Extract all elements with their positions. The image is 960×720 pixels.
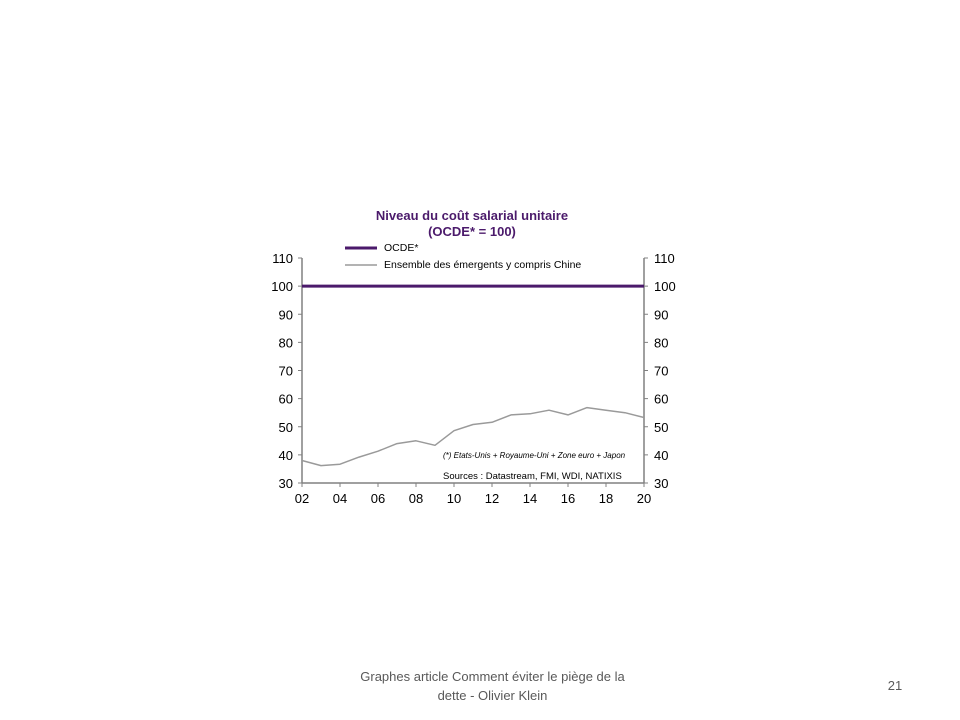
chart-footnote: (*) Etats-Unis + Royaume-Uni + Zone euro + Japon [443,451,626,460]
y-tick-label-right: 110 [654,251,675,266]
x-tick-label: 08 [408,491,424,506]
chart-subtitle: (OCDE* = 100) [428,224,516,239]
y-tick-label-left: 90 [278,307,293,323]
y-tick-label-left: 80 [278,335,293,351]
y-tick-label-right: 70 [654,363,669,379]
y-tick-label-right: 80 [654,335,669,351]
y-tick-label-right: 30 [654,476,669,491]
y-tick-label-right: 50 [654,419,669,435]
y-tick-label-left: 40 [278,447,293,463]
slide-footer [330,667,655,705]
y-tick-label-left: 30 [278,476,293,491]
x-tick-label: 14 [522,491,538,506]
x-tick-label: 10 [446,491,462,506]
x-tick-label: 16 [560,491,576,506]
legend-label-emergents: Ensemble des émergents y compris Chine [384,259,582,271]
y-tick-label-left: 110 [272,251,293,266]
chart-source: Sources : Datastream, FMI, WDI, NATIXIS [443,471,622,482]
axes [271,251,675,506]
chart-title: Niveau du coût salarial unitaire [375,208,569,223]
y-tick-label-right: 90 [654,307,669,323]
x-tick-label: 06 [370,491,386,506]
x-tick-label: 12 [484,491,500,506]
footer-line-1: Graphes article Comment éviter le piège de la [360,669,625,684]
legend-label-ocde: OCDE* [384,242,419,254]
y-tick-label-left: 70 [278,363,293,379]
x-tick-label: 18 [598,491,614,506]
x-tick-label: 04 [332,491,348,506]
footer-line-2: dette - Olivier Klein [437,688,548,703]
y-tick-label-left: 60 [278,391,293,407]
y-tick-label-right: 40 [654,447,669,463]
plot-area [302,286,644,466]
page-number: 21 [887,678,903,693]
y-tick-label-right: 60 [654,391,669,407]
x-tick-label: 02 [294,491,310,506]
y-tick-label-left: 100 [271,279,293,295]
y-tick-label-left: 50 [278,419,293,435]
x-tick-label: 20 [636,491,652,506]
legend [345,242,581,271]
y-tick-label-right: 100 [654,279,676,295]
